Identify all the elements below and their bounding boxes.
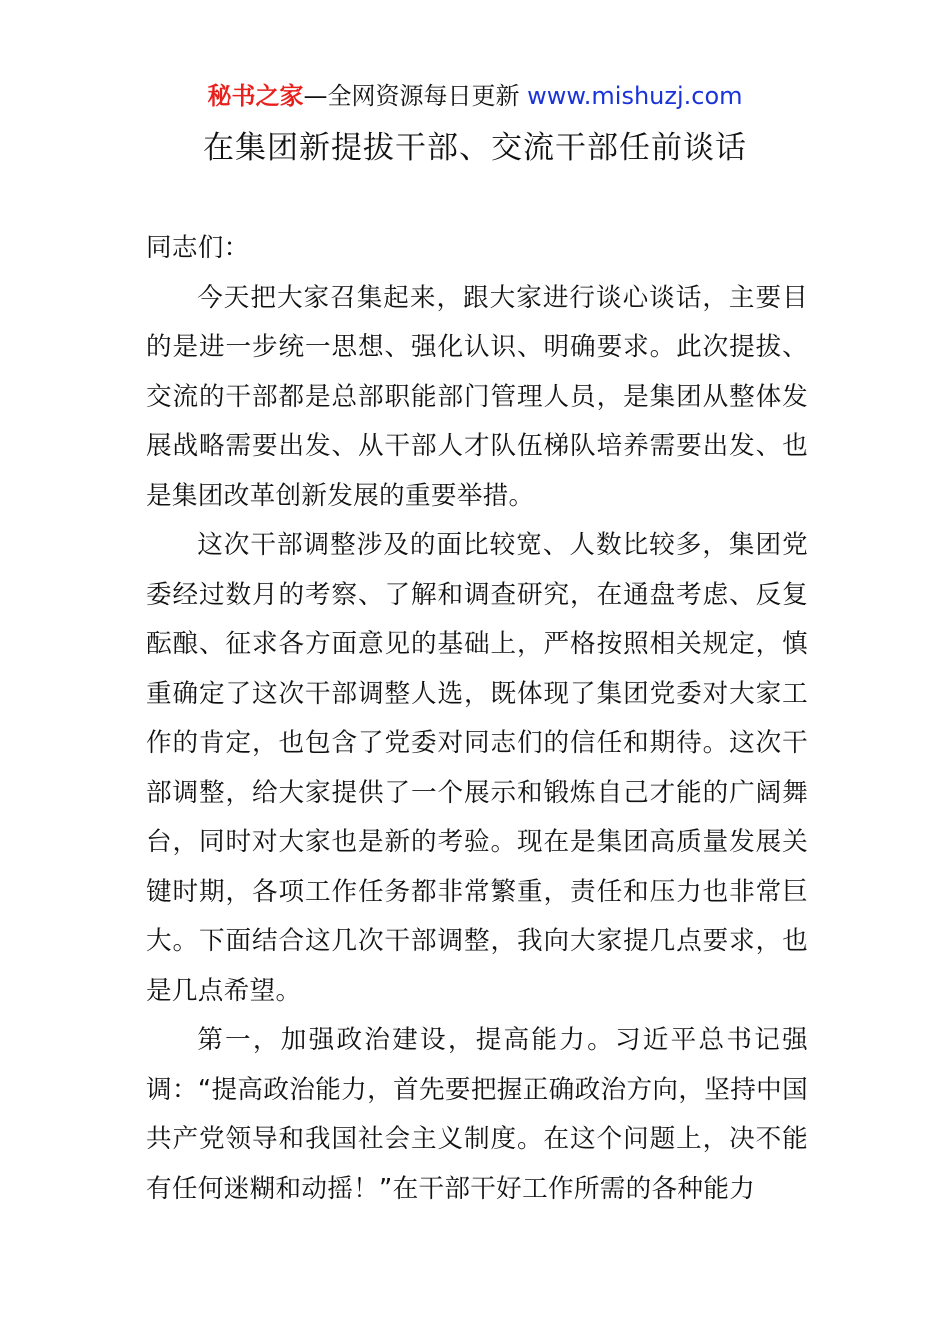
salutation: 同志们： xyxy=(146,233,250,263)
site-banner xyxy=(0,80,950,112)
body-paragraph-2: 这次干部调整涉及的面比较宽、人数比较多，集团党委经过数月的考察、了解和调查研究，在通盘考虑、反复酝酿、征求各方面意见的基础上，严格按照相关规定，慎重确定了这次干部调整人选，既体现了集团党委对大家工作的肯定，也包含了党委对同志们的信任和期待。这次干部调整，给大家提供了一个展示和锻炼自己才能的广阔舞台，同时对大家也是新的考验。现在是集团高质量发展关键时期，各项工作任务都非常繁重，责任和压力也非常巨大。下面结合这几次干部调整，我向大家提几点要求，也是几点希望。 xyxy=(146,530,808,1006)
document-body xyxy=(146,224,808,1214)
banner-tagline: —全网资源每日更新 xyxy=(303,82,528,110)
site-url-link[interactable]: www.mishuzj.com xyxy=(527,82,743,110)
body-paragraph-3: 第一，加强政治建设，提高能力。习近平总书记强调：“提高政治能力，首先要把握正确政治方向，坚持中国共产党领导和我国社会主义制度。在这个问题上，决不能有任何迷糊和动摇！”在干部干好工作所需的各种能力 xyxy=(146,1025,808,1204)
body-paragraph-1: 今天把大家召集起来，跟大家进行谈心谈话，主要目的是进一步统一思想、强化认识、明确要求。此次提拔、交流的干部都是总部职能部门管理人员，是集团从整体发展战略需要出发、从干部人才队伍梯队培养需要出发、也是集团改革创新发展的重要举措。 xyxy=(146,282,808,511)
brand-name: 秘书之家 xyxy=(207,82,304,110)
document-title: 在集团新提拔干部、交流干部任前谈话 xyxy=(203,130,747,166)
